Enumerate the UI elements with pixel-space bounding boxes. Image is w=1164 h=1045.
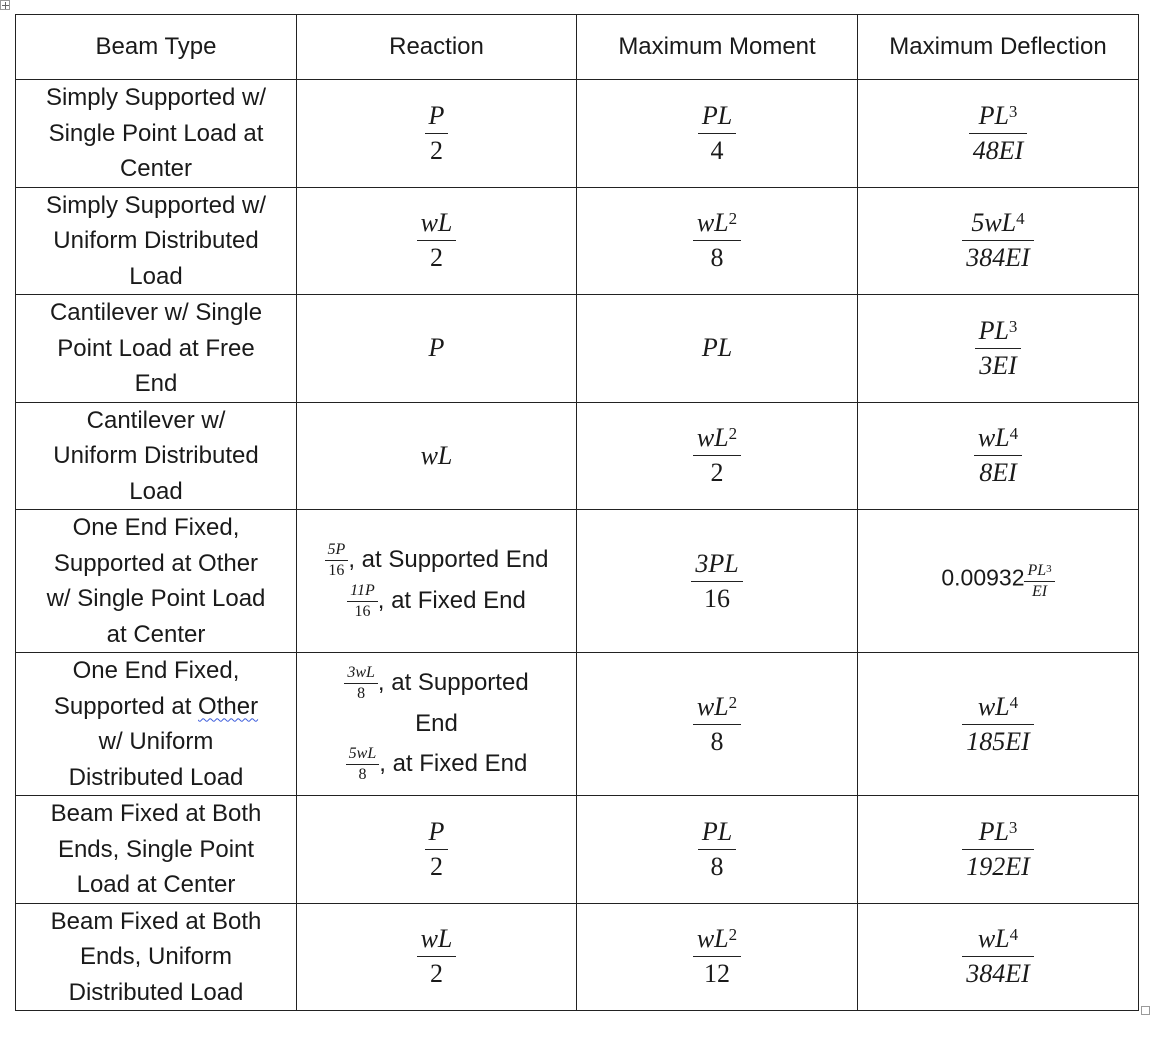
beam-type-line: Simply Supported w/ xyxy=(45,84,267,111)
fraction-numerator: wL xyxy=(420,924,453,954)
fraction-numerator: 3PL xyxy=(695,548,739,578)
reaction-fraction xyxy=(417,206,457,275)
reaction-supported-end-wrap: End xyxy=(415,710,458,737)
fraction-denominator: 192EI xyxy=(966,851,1030,881)
deflection-fraction xyxy=(962,922,1034,991)
reaction-cell[interactable] xyxy=(297,295,577,403)
deflection-cell[interactable] xyxy=(858,187,1139,295)
beam-type-line: End xyxy=(134,370,178,397)
beam-type-line: Supported at Other xyxy=(53,692,259,720)
reaction-fraction: $\frac{3wL}{8}$ xyxy=(344,663,378,704)
deflection-cell[interactable] xyxy=(858,80,1139,188)
deflection-fraction xyxy=(974,421,1022,490)
beam-type-line: Load xyxy=(129,262,183,290)
deflection-fraction xyxy=(962,206,1034,275)
moment-cell[interactable] xyxy=(577,903,858,1011)
moment-fraction xyxy=(698,815,736,884)
beam-type-line: One End Fixed, xyxy=(72,514,240,541)
moment-cell[interactable] xyxy=(577,510,858,653)
fraction-denominator: 16 xyxy=(704,583,730,613)
reaction-cell[interactable] xyxy=(297,510,577,653)
fraction-numerator: PL xyxy=(701,816,733,846)
fraction-denominator: 384EI xyxy=(966,959,1030,989)
beam-type-cell[interactable] xyxy=(16,402,297,510)
beam-type-line: Center xyxy=(119,155,193,182)
table-row xyxy=(16,295,1139,403)
beam-type-line: Ends, Uniform xyxy=(79,943,233,970)
fraction-numerator: PL xyxy=(701,100,733,130)
beam-type-line: Cantilever w/ xyxy=(86,406,226,434)
moment-cell[interactable] xyxy=(577,402,858,510)
header-maximum-moment: Maximum Moment xyxy=(577,15,858,80)
table-resize-handle[interactable] xyxy=(1141,1006,1150,1015)
moment-cell[interactable] xyxy=(577,80,858,188)
fraction-numerator: $wL^4$ xyxy=(977,691,1019,721)
fraction-numerator: $wL^2$ xyxy=(696,423,738,453)
beam-type-line: w/ Uniform xyxy=(98,728,214,755)
deflection-fraction xyxy=(969,99,1028,168)
fraction-numerator: $wL^4$ xyxy=(977,423,1019,453)
header-reaction: Reaction xyxy=(297,15,577,80)
fraction-denominator: 8 xyxy=(710,851,724,881)
fraction-denominator: 384EI xyxy=(966,243,1030,273)
beam-type-line: Uniform Distributed xyxy=(53,442,259,469)
moment-cell[interactable] xyxy=(577,187,858,295)
beam-type-line: w/ Single Point Load xyxy=(46,585,266,612)
beam-type-cell[interactable] xyxy=(16,80,297,188)
reaction-fraction xyxy=(417,922,457,991)
fraction-denominator: 2 xyxy=(430,959,443,989)
reaction-supported-end: $\frac{5P}{16}$ , at Supported End xyxy=(297,540,576,581)
table-row xyxy=(16,187,1139,295)
fraction-numerator: P xyxy=(428,100,445,130)
table-row xyxy=(16,653,1139,796)
fraction-numerator: $PL^3$ xyxy=(978,100,1018,130)
moment-cell[interactable] xyxy=(577,653,858,796)
reaction-cell[interactable] xyxy=(297,796,577,904)
fraction-numerator: $wL^2$ xyxy=(696,691,738,721)
moment-fraction xyxy=(693,206,741,275)
moment-cell[interactable] xyxy=(577,295,858,403)
reaction-value: P xyxy=(428,333,445,363)
beam-type-line: Beam Fixed at Both xyxy=(50,800,262,827)
fraction-numerator: $PL^3$ xyxy=(978,816,1018,846)
moment-fraction xyxy=(693,421,741,490)
beam-type-cell[interactable] xyxy=(16,510,297,653)
table-row xyxy=(16,402,1139,510)
deflection-coefficient: 0.00932 xyxy=(941,564,1025,591)
beam-type-line: Single Point Load at xyxy=(48,119,264,147)
reaction-fraction: $\frac{11P}{16}$ xyxy=(347,581,378,622)
deflection-fraction xyxy=(1024,561,1054,602)
deflection-cell[interactable] xyxy=(858,402,1139,510)
moment-fraction xyxy=(693,922,741,991)
fraction-numerator: $5wL^4$ xyxy=(971,208,1025,238)
reaction-fixed-end: $\frac{11P}{16}$ , at Fixed End xyxy=(297,581,576,622)
beam-type-line: Point Load at Free xyxy=(57,334,255,362)
fraction-denominator: 4 xyxy=(710,135,724,165)
fraction-numerator: wL xyxy=(420,208,453,238)
reaction-cell[interactable] xyxy=(297,402,577,510)
reaction-fraction: $\frac{5wL}{8}$ xyxy=(346,744,380,785)
fraction-denominator: 12 xyxy=(704,959,730,989)
fraction-denominator: 185EI xyxy=(966,726,1030,756)
deflection-fraction xyxy=(962,815,1034,884)
table-row xyxy=(16,796,1139,904)
spellcheck-underline-word[interactable]: Other xyxy=(198,692,259,720)
fraction-denominator: 8 xyxy=(710,243,724,273)
beam-type-line: Distributed Load xyxy=(68,978,244,1006)
beam-type-line: One End Fixed, xyxy=(72,657,240,684)
fraction-denominator: EI xyxy=(1032,582,1048,600)
fraction-denominator: 2 xyxy=(430,243,443,273)
deflection-cell[interactable] xyxy=(858,295,1139,403)
moment-fraction xyxy=(698,99,736,168)
table-row xyxy=(16,80,1139,188)
beam-type-line: Uniform Distributed xyxy=(53,227,259,254)
reaction-fraction xyxy=(425,815,449,884)
deflection-cell[interactable] xyxy=(858,796,1139,904)
fraction-numerator: $PL^3$ xyxy=(978,315,1018,345)
beam-type-line: Beam Fixed at Both xyxy=(50,907,262,935)
beam-type-cell[interactable] xyxy=(16,796,297,904)
fraction-denominator: 2 xyxy=(429,135,443,165)
beam-formulas-table xyxy=(15,14,1139,1011)
fraction-numerator: P xyxy=(428,816,445,846)
fraction-denominator: 48EI xyxy=(972,135,1024,165)
reaction-cell[interactable] xyxy=(297,653,577,796)
table-move-handle[interactable] xyxy=(0,0,10,10)
fraction-denominator: 2 xyxy=(429,851,443,881)
moment-cell[interactable] xyxy=(577,796,858,904)
beam-type-line: Load xyxy=(129,477,183,505)
fraction-numerator: $wL^2$ xyxy=(696,924,738,954)
reaction-cell[interactable] xyxy=(297,903,577,1011)
deflection-fraction xyxy=(975,314,1022,383)
beam-type-cell[interactable] xyxy=(16,295,297,403)
deflection-fraction xyxy=(962,690,1034,759)
reaction-fraction: $\frac{5P}{16}$ xyxy=(325,540,349,581)
reaction-cell[interactable] xyxy=(297,80,577,188)
deflection-cell[interactable] xyxy=(858,510,1139,653)
reaction-fraction xyxy=(425,99,449,168)
beam-type-cell[interactable] xyxy=(16,187,297,295)
fraction-denominator: 8EI xyxy=(979,458,1017,488)
header-row xyxy=(16,15,1139,80)
moment-fraction xyxy=(691,547,742,616)
beam-type-line: Supported at Other xyxy=(53,549,259,577)
deflection-cell[interactable] xyxy=(858,653,1139,796)
reaction-supported-end: $\frac{3wL}{8}$ , at Supported xyxy=(297,663,576,704)
table-row xyxy=(16,903,1139,1011)
fraction-numerator: $wL^2$ xyxy=(696,208,738,238)
beam-type-cell[interactable] xyxy=(16,653,297,796)
beam-type-line: at Center xyxy=(106,620,206,648)
deflection-cell[interactable] xyxy=(858,903,1139,1011)
fraction-numerator: $PL^3$ xyxy=(1027,561,1052,579)
table-row xyxy=(16,510,1139,653)
fraction-denominator: 8 xyxy=(710,726,724,756)
reaction-value: wL xyxy=(420,440,453,470)
beam-type-line: Simply Supported w/ xyxy=(45,191,267,219)
reaction-fixed-end: $\frac{5wL}{8}$ , at Fixed End xyxy=(297,744,576,785)
beam-type-line: Distributed Load xyxy=(68,763,244,791)
fraction-numerator: $wL^4$ xyxy=(977,924,1019,954)
moment-value: PL xyxy=(701,333,733,363)
beam-type-line: Load at Center xyxy=(76,871,236,898)
fraction-denominator: 3EI xyxy=(979,350,1017,380)
beam-type-line: Cantilever w/ Single xyxy=(49,299,263,326)
beam-type-line: Ends, Single Point xyxy=(57,835,255,863)
header-maximum-deflection: Maximum Deflection xyxy=(858,15,1139,80)
reaction-cell[interactable] xyxy=(297,187,577,295)
fraction-denominator: 2 xyxy=(710,458,724,488)
beam-type-cell[interactable] xyxy=(16,903,297,1011)
moment-fraction xyxy=(693,690,741,759)
header-beam-type: Beam Type xyxy=(16,15,297,80)
